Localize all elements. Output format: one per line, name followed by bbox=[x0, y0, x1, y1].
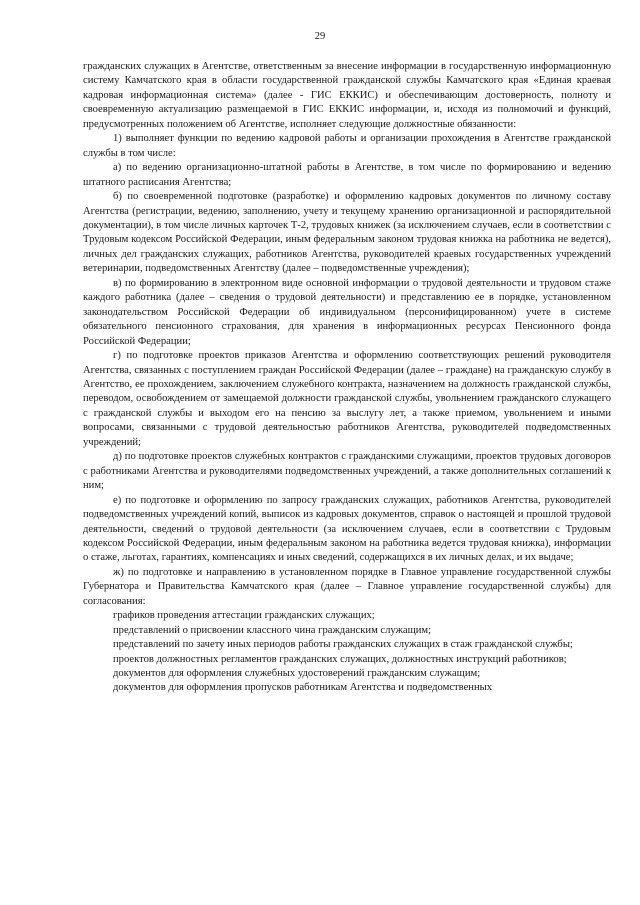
paragraph-item-1: 1) выполняет функции по ведению кадровой работы и организации прохождения в Агентстве гражданской службы в том числе: bbox=[83, 133, 611, 159]
paragraph-item-zh: ж) по подготовке и направлению в установленном порядке в Главное управление государственной службы Губернатора и Правительства Камчатского края (далее – Главное управление государственной службы) для согласования: bbox=[83, 566, 611, 607]
paragraph-item-v: в) по формированию в электронном виде основной информации о трудовой деятельности и трудовом стаже каждого работника (далее – сведения о трудовой деятельности) и представлению ее в порядке, установленном законодательством Российской Федерации об индивидуальном (персонифицированном) учете в системе обязательного пенсионного страхования, для хранения в информационных ресурсах Пенсионного фонда Российской Федерации; bbox=[83, 277, 611, 347]
paragraph-subitem-passes: документов для оформления пропусков работникам Агентства и подведомственных bbox=[113, 682, 493, 694]
paragraph-subitem-service-credit: представлений по зачету иных периодов работы гражданских служащих в стаж гражданской службы; bbox=[113, 639, 573, 651]
paragraph-intro: гражданских служащих в Агентстве, ответственным за внесение информации в государственную информационную систему Камчатского края в области государственной гражданской службы Камчатского края «Единая краевая кадровая информационная система» (далее - ГИС ЕККИС) и обеспечивающим достоверность, полноту и своевременную актуализацию размещаемой в ГИС ЕККИС информации, и, исходя из полномочий и функций, предусмотренных положением об Агентстве, исполняет следующие должностные обязанности: bbox=[83, 61, 611, 130]
paragraph-item-a: а) по ведению организационно-штатной работы в Агентстве, в том числе по формированию и ведению штатного расписания Агентства; bbox=[83, 162, 611, 188]
document-body bbox=[83, 60, 611, 696]
paragraph-item-g: г) по подготовке проектов приказов Агентства и оформлению соответствующих решений руководителя Агентства, связанных с поступлением граждан Российской Федерации (далее – граждане) на гражданскую службу в Агентство, ее прохождением, заключением служебного контракта, назначением на должность гражданской службы, переводом, освобождением от замещаемой должности гражданской службы, увольнением гражданского служащего с гражданской службы и выходом его на пенсию за выслугу лет, а также приемом, увольнением и иными вопросами, связанными с трудовой деятельностью работников Агентства, руководителей подведомственных учреждений; bbox=[83, 350, 611, 448]
paragraph-item-e: е) по подготовке и оформлению по запросу гражданских служащих, работников Агентства, руководителей подведомственных учреждений копий, выписок из кадровых документов, справок о настоящей и прошлой трудовой деятельности, сведений о трудовой деятельности (за исключением случаев, если в соответствии с Трудовым кодексом Российской Федерации, иным федеральным законом на работника ведется трудовая книжка), информации о стаже, льготах, гарантиях, компенсациях и иных сведений, содержащихся в их личных делах, и их выдаче; bbox=[83, 494, 611, 564]
page-number: 29 bbox=[314, 31, 326, 42]
paragraph-subitem-class-rank: представлений о присвоении классного чина гражданским служащим; bbox=[113, 624, 432, 636]
paragraph-subitem-ids: документов для оформления служебных удостоверений гражданским служащим; bbox=[113, 668, 481, 680]
paragraph-subitem-regulations: проектов должностных регламентов гражданских служащих, должностных инструкций работников; bbox=[113, 653, 567, 665]
paragraph-item-b: б) по своевременной подготовке (разработке) и оформлению кадровых документов по личному составу Агентства (регистрации, ведению, заполнению, учету и текущему хранению организационной и распорядительной документации), в том числе личных карточек Т-2, трудовых книжек (за исключением случаев, если в соответствии с Трудовым кодексом Российской Федерации, иным федеральным законом трудовая книжка на работника не ведется), личных дел гражданских служащих, работников Агентства, руководителей краевых государственных учреждений ветеринарии, подведомственных Агентству (далее – подведомственные учреждения); bbox=[83, 191, 611, 275]
paragraph-item-d: д) по подготовке проектов служебных контрактов с гражданскими служащими, проектов трудовых договоров с работниками Агентства и руководителями подведомственных учреждений, а также дополнительных соглашений к ним; bbox=[83, 451, 611, 492]
paragraph-subitem-attestation: графиков проведения аттестации гражданских служащих; bbox=[113, 610, 375, 622]
